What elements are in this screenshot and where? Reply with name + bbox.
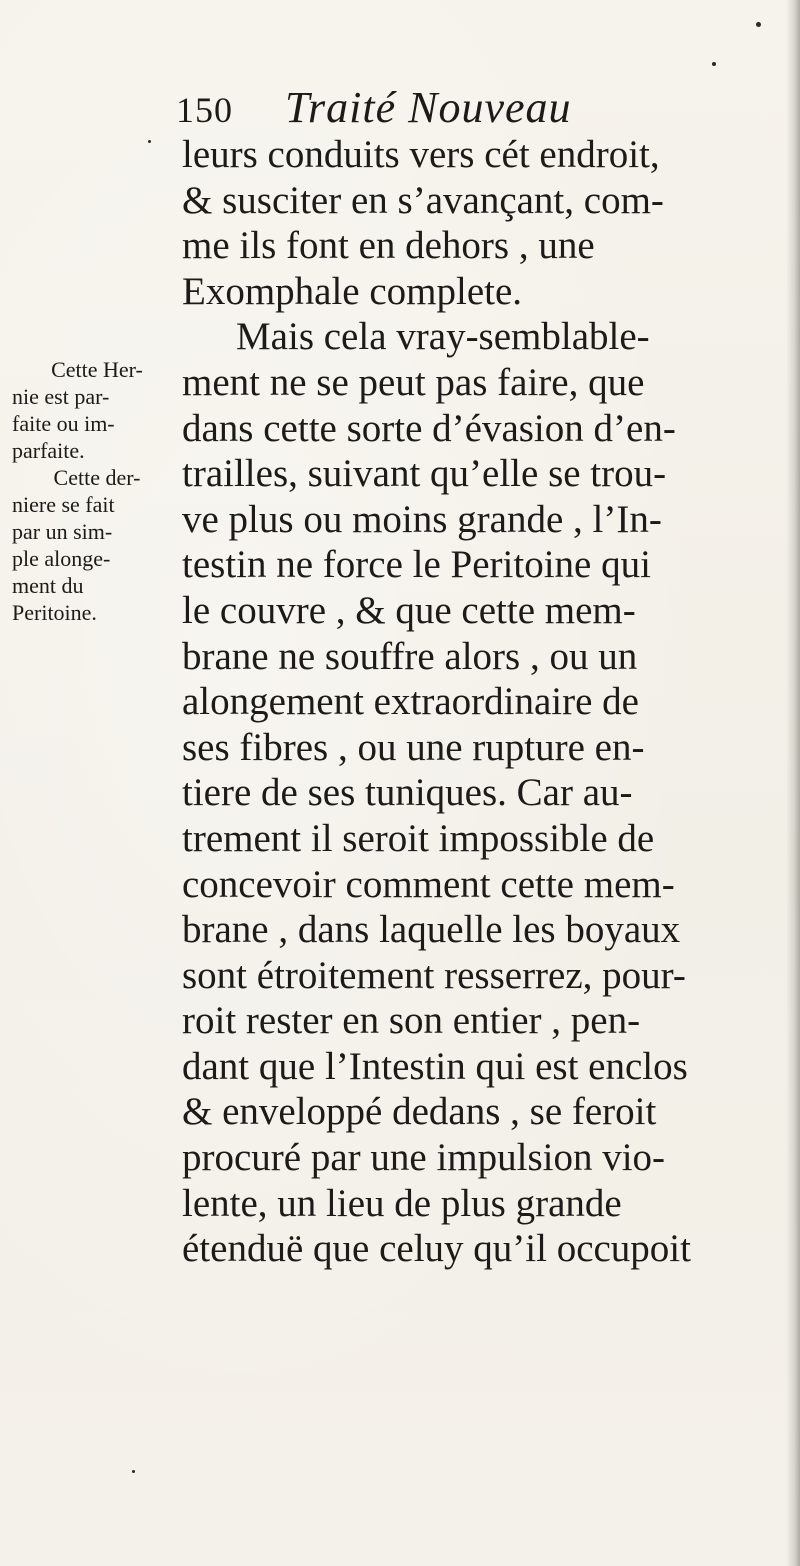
margin-note-line: ment du [12, 573, 84, 598]
text-line: leurs conduits vers cét endroit, [182, 133, 660, 176]
margin-note-line: par un sim- [12, 519, 113, 544]
text-line: ment ne se peut pas faire, que [182, 360, 645, 404]
text-line: Exomphale complete. [182, 269, 523, 313]
text-line: le couvre , & que cette mem- [182, 588, 636, 632]
text-line: ve plus ou moins grande , l’In- [182, 497, 662, 541]
running-title: Traité Nouveau [285, 83, 572, 132]
text-line: Mais cela vray-semblable- [236, 315, 650, 359]
ink-speck [132, 1470, 135, 1473]
margin-note-line: Cette der- [53, 465, 141, 490]
text-line: ses fibres , ou une rupture en- [182, 725, 645, 769]
margin-note-line: Cette Her- [51, 357, 143, 382]
body-text [182, 132, 782, 1272]
margin-note-line: niere se fait [12, 492, 115, 517]
margin-note-line: nie est par- [12, 384, 110, 409]
text-line: dans cette sorte d’évasion d’en- [182, 406, 676, 450]
text-line: dant que l’Intestin qui est enclos [182, 1044, 688, 1088]
text-line: trement il seroit impossible de [182, 816, 655, 860]
text-line: & susciter en s’avançant, com- [182, 178, 664, 222]
ink-speck [148, 140, 151, 143]
text-line: tiere de ses tuniques. Car au- [182, 771, 633, 815]
text-line: me ils font en dehors , une [182, 224, 595, 268]
margin-note-line: parfaite. [12, 438, 85, 463]
ink-speck [756, 22, 761, 27]
margin-note [12, 356, 182, 626]
text-line: roit rester en son entier , pen- [182, 999, 641, 1043]
text-line: brane , dans laquelle les boyaux [182, 908, 681, 952]
text-line: sont étroitement resserrez, pour- [182, 953, 686, 997]
text-line: & enveloppé dedans , se feroit [182, 1090, 657, 1134]
text-line: procuré par une impulsion vio- [182, 1136, 666, 1180]
margin-note-line: faite ou im- [12, 411, 115, 436]
running-head [176, 82, 572, 132]
page-number: 150 [176, 90, 233, 130]
margin-note-line: Peritoine. [12, 600, 97, 625]
text-line: brane ne souffre alors , ou un [182, 634, 638, 678]
text-line: concevoir comment cette mem- [182, 862, 675, 906]
text-line: lente, un lieu de plus grande [182, 1181, 622, 1225]
text-line: trailles, suivant qu’elle se trou- [182, 452, 667, 496]
text-line: alongement extraordinaire de [182, 680, 639, 724]
ink-speck [712, 62, 716, 66]
text-line: testin ne force le Peritoine qui [182, 543, 651, 587]
text-line: étenduë que celuy qu’il occupoit [182, 1227, 691, 1271]
page-edge-shadow [786, 0, 800, 1566]
margin-note-line: ple alonge- [12, 546, 111, 571]
